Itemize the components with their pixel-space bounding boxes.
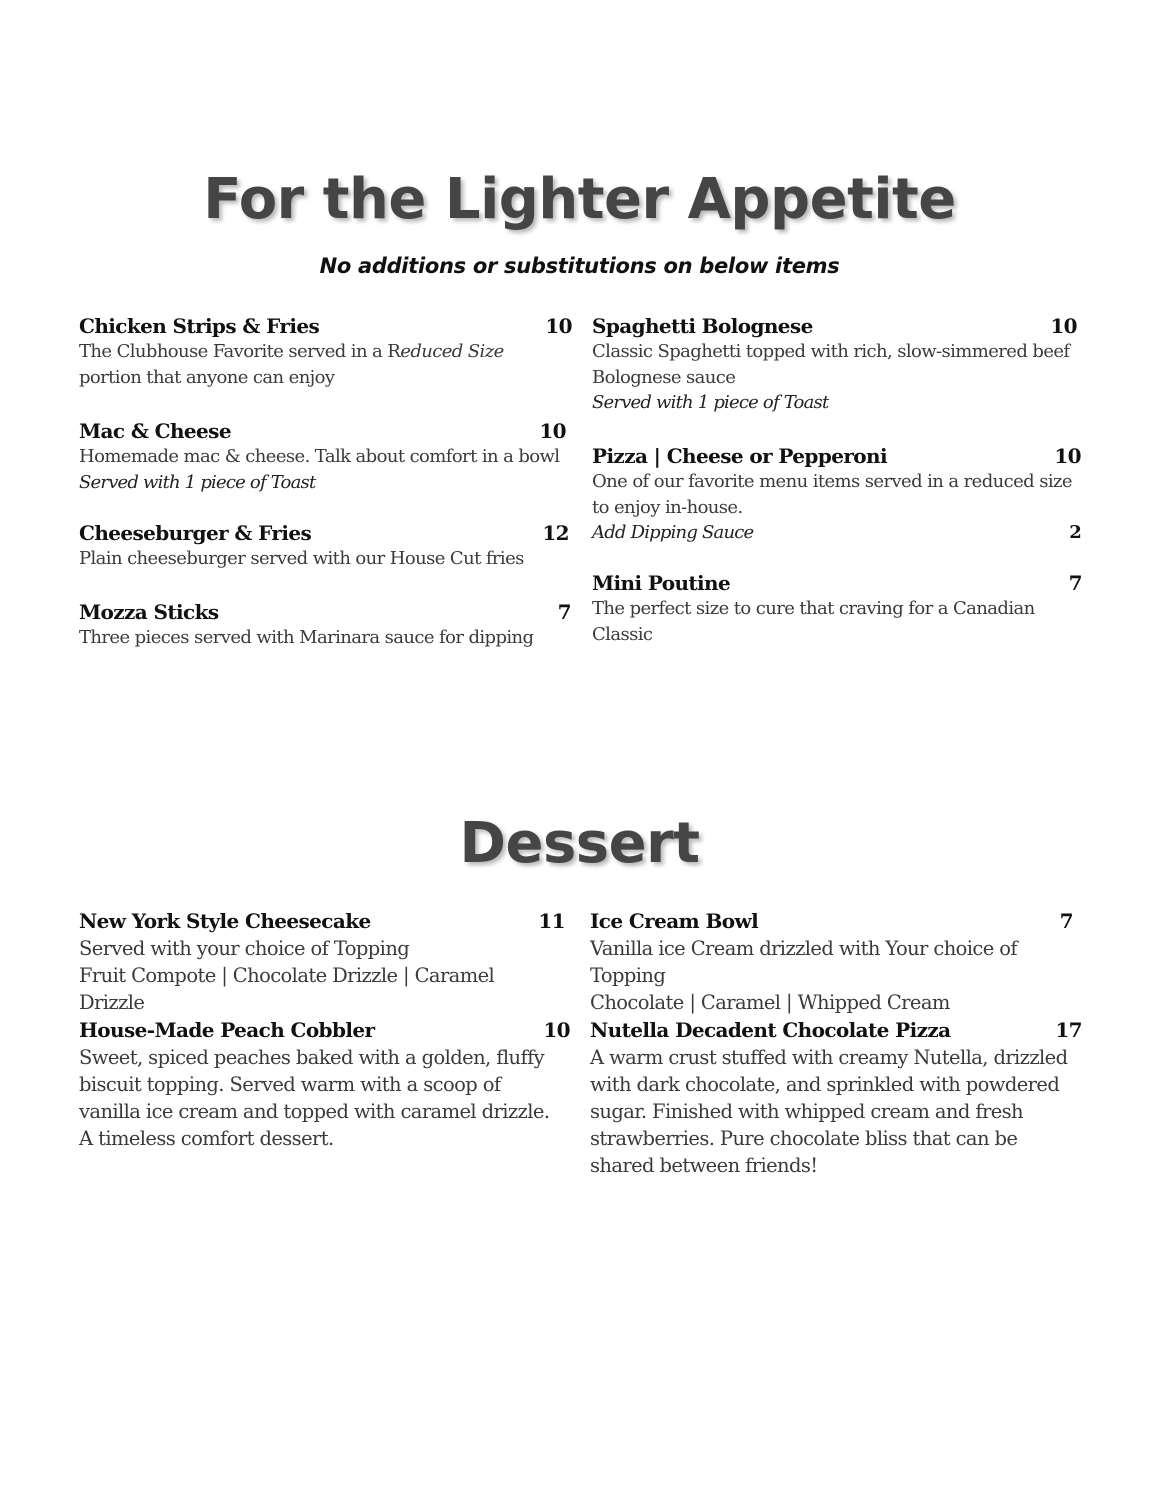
item-price: 7: [1068, 571, 1082, 595]
menu-item-spaghetti-bolognese: [592, 313, 1077, 416]
item-name: Mozza Sticks: [79, 600, 219, 624]
item-note: Served with 1 piece of Toast: [79, 471, 316, 493]
item-name: Mini Poutine: [592, 571, 731, 595]
item-price: 10: [539, 419, 566, 443]
item-price: 7: [1059, 909, 1073, 933]
menu-item-mozza-sticks: [79, 599, 571, 651]
item-price: 10: [1054, 444, 1081, 468]
item-description: Vanilla ice Cream drizzled with Your choice of Topping: [590, 937, 1018, 987]
item-description: The Clubhouse Favorite served in a Reduced Size portion that anyone can enjoy: [79, 341, 504, 388]
item-price: 10: [545, 314, 572, 338]
item-description: The perfect size to cure that craving for a Canadian Classic: [592, 598, 1035, 645]
item-description: Classic Spaghetti topped with rich, slow-simmered beef Bolognese sauce: [592, 341, 1070, 388]
item-name: Mac & Cheese: [79, 419, 231, 443]
item-name: House-Made Peach Cobbler: [79, 1018, 375, 1042]
menu-item-cheeseburger: [79, 520, 569, 572]
item-price: 10: [543, 1018, 570, 1042]
menu-item-nutella-pizza: [590, 1017, 1082, 1179]
item-description: Served with your choice of Topping: [79, 937, 410, 960]
item-name: Pizza | Cheese or Pepperoni: [592, 444, 887, 468]
item-description: Sweet, spiced peaches baked with a golden, fluffy biscuit topping. Served warm with a scoop of vanilla ice cream and topped with caramel drizzle. A timeless comfort dessert.: [79, 1046, 550, 1150]
section-subtitle: No additions or substitutions on below items: [319, 254, 840, 278]
item-name: Spaghetti Bolognese: [592, 314, 813, 338]
item-toppings: Chocolate | Caramel | Whipped Cream: [590, 991, 950, 1014]
menu-item-mini-poutine: [592, 570, 1082, 647]
item-name: Nutella Decadent Chocolate Pizza: [590, 1018, 951, 1042]
item-toppings: Fruit Compote | Chocolate Drizzle | Caramel Drizzle: [79, 964, 495, 1014]
section-title-dessert: Dessert: [459, 811, 700, 876]
item-name: New York Style Cheesecake: [79, 909, 371, 933]
item-name: Cheeseburger & Fries: [79, 521, 312, 545]
menu-item-pizza: [592, 443, 1081, 546]
menu-item-cheesecake: [79, 908, 565, 1016]
item-note: Served with 1 piece of Toast: [592, 392, 829, 413]
menu-item-ice-cream-bowl: [590, 908, 1073, 1016]
item-addon: [592, 520, 1081, 546]
item-description: One of our favorite menu items served in a reduced size to enjoy in-house.: [592, 471, 1072, 518]
addon-label: Add Dipping Sauce: [592, 522, 754, 543]
item-description: Homemade mac & cheese. Talk about comfort in a bowl: [79, 446, 560, 467]
item-name: Ice Cream Bowl: [590, 909, 759, 933]
item-price: 7: [557, 600, 571, 624]
menu-item-chicken-strips: [79, 313, 572, 390]
item-price: 11: [538, 909, 565, 933]
item-price: 12: [542, 521, 569, 545]
addon-price: 2: [1069, 522, 1081, 543]
item-price: 10: [1050, 314, 1077, 338]
item-description: Plain cheeseburger served with our House Cut fries: [79, 548, 524, 569]
item-description: A warm crust stuffed with creamy Nutella, drizzled with dark chocolate, and sprinkled with powdered sugar. Finished with whipped cream and fresh strawberries. Pure chocolate bliss that can be shared between friends!: [590, 1046, 1068, 1177]
item-price: 17: [1055, 1018, 1082, 1042]
menu-item-mac-cheese: [79, 418, 566, 495]
section-title-lighter-appetite: For the Lighter Appetite: [203, 167, 956, 232]
item-name: Chicken Strips & Fries: [79, 314, 320, 338]
menu-item-peach-cobbler: [79, 1017, 570, 1152]
item-description: Three pieces served with Marinara sauce for dipping: [79, 627, 534, 648]
